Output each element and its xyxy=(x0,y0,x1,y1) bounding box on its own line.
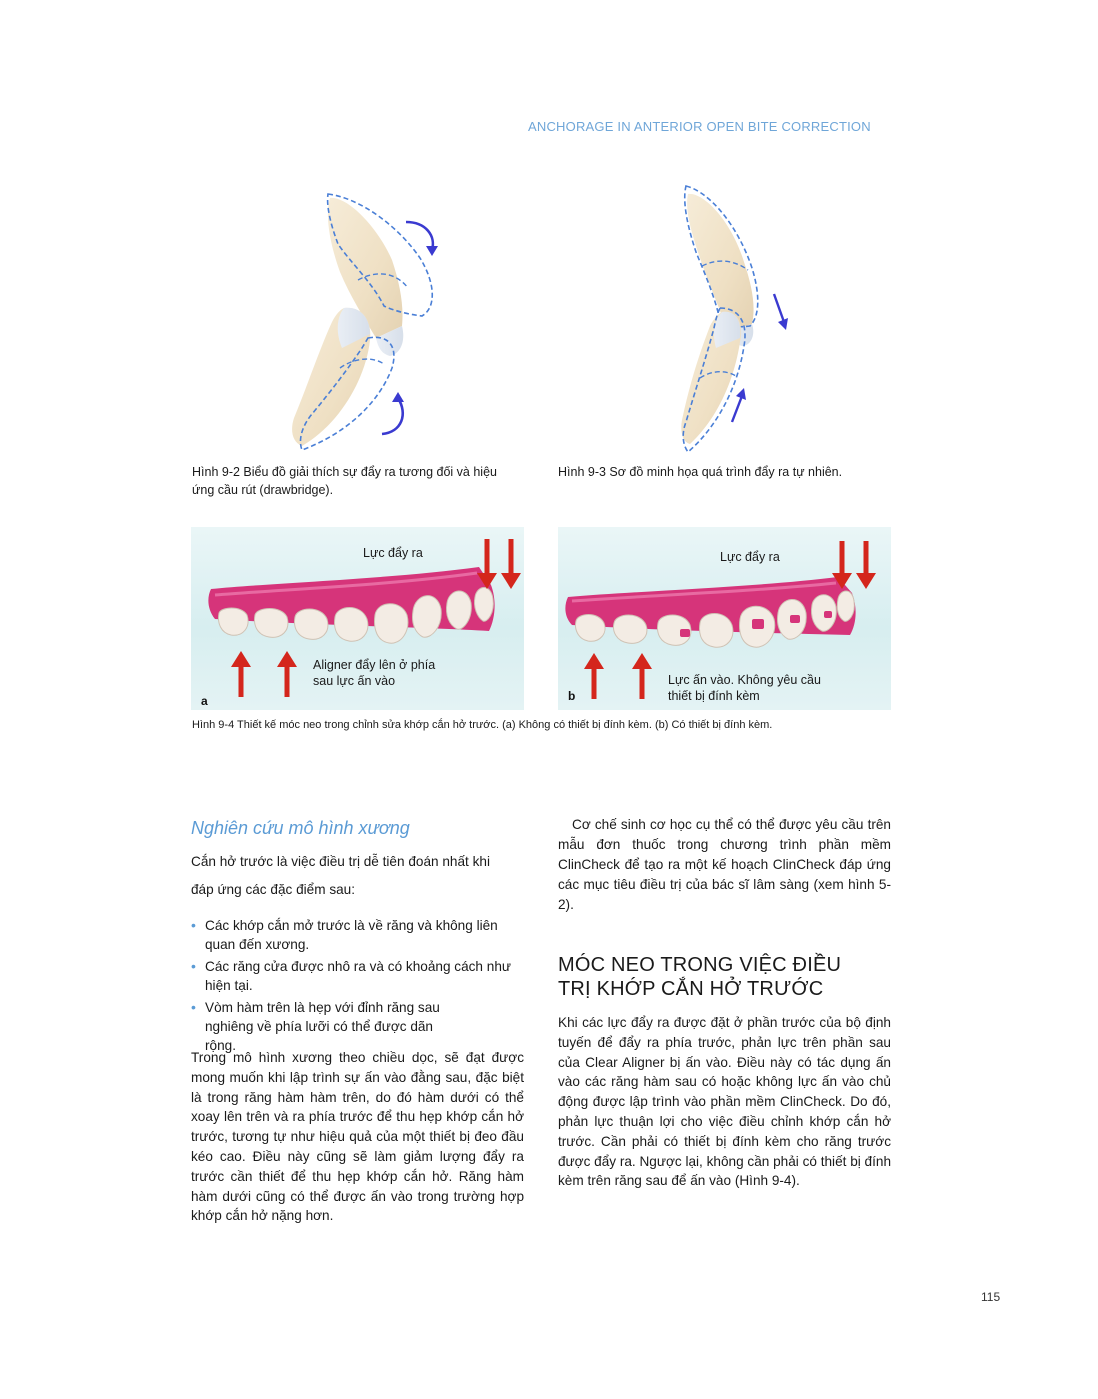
list-item: • Các răng cửa được nhô ra và có khoảng cách như hiện tại. xyxy=(191,958,511,993)
figure-9-3-caption: Hình 9-3 Sơ đồ minh họa quá trình đẩy ra tự nhiên. xyxy=(558,465,843,479)
figure-9-3-diagram xyxy=(660,182,800,456)
biomechanics-paragraph: Cơ chế sinh cơ học cụ thể có thể được yêu cầu trên mẫu đơn thuốc trong chương trình phần mềm ClinCheck để tạo ra một kế hoạch ClinCheck đáp ứng các mục tiêu điều trị của bác sĩ lâm sàng (xem hình 5-2). xyxy=(558,817,891,912)
clockwise-rotation-arrow-icon xyxy=(406,222,438,256)
up-arrow-icon xyxy=(732,388,746,422)
extrusion-arrow-icon xyxy=(501,539,521,589)
figure-9-2-caption: Hình 9-2 Biểu đồ giải thích sự đẩy ra tương đối và hiệu ứng cầu rút (drawbridge). xyxy=(192,465,497,497)
figure-9-4-panel-b xyxy=(558,527,891,710)
intrusion-arrow-icon xyxy=(584,653,604,699)
figure-9-2-diagram xyxy=(280,188,460,456)
counterclockwise-rotation-arrow-icon xyxy=(382,392,404,434)
page-number: 115 xyxy=(981,1290,1001,1304)
criteria-list xyxy=(191,916,531,1058)
list-item: • Vòm hàm trên là hẹp với đỉnh răng sau nghiêng về phía lưỡi có thể được dãn rộng. xyxy=(191,999,440,1053)
intrusion-arrow-icon xyxy=(277,651,297,697)
panel-letter: b xyxy=(568,689,576,703)
down-arrow-icon xyxy=(774,294,788,330)
extrusion-arrow-icon xyxy=(856,541,876,589)
anchorage-paragraph: Khi các lực đẩy ra được đặt ở phần trước của bộ định tuyến để đẩy ra phía trước, phản lực trên phần sau của Clear Aligner bị ấn vào. Điều này có tác dụng ấn vào các răng hàm sau có hoặc không lực ấn vào chủ động được lập trình vào phần mềm ClinCheck. Do đó, phản lực thuận lợi cho việc điều chỉnh khớp cắn hở trước. Cần phải có thiết bị đính kèm cho răng trước được đẩy ra. Ngược lại, không cần phải có thiết bị đính kèm trên răng sau để ấn vào (Hình 9-4). xyxy=(558,1015,892,1189)
panel-letter: a xyxy=(201,694,208,708)
running-head: ANCHORAGE IN ANTERIOR OPEN BITE CORRECTION xyxy=(528,119,871,134)
extrusion-force-label: Lực đẩy ra xyxy=(720,550,780,564)
figure-9-4-caption: Hình 9-4 Thiết kế móc neo trong chỉnh sửa khớp cắn hở trước. (a) Không có thiết bị đính kèm. (b) Có thiết bị đính kèm. xyxy=(192,719,773,731)
extrusion-force-label: Lực đẩy ra xyxy=(363,546,423,560)
intro-paragraph: Cắn hở trước là việc điều trị dễ tiên đoán nhất khi đáp ứng các đặc điểm sau: xyxy=(191,854,490,897)
figure-9-4-panel-a xyxy=(191,527,524,710)
list-item: • Các khớp cắn mở trước là về răng và không liên quan đến xương. xyxy=(191,917,498,952)
intrusion-label: Lực ấn vào. Không yêu cầu thiết bị đính kèm xyxy=(668,673,821,703)
skeletal-pattern-paragraph: Trong mô hình xương theo chiều dọc, sẽ đạt được mong muốn khi lập trình sự ấn vào đằng sau, đặc biệt là trong răng hàm hàm trên, do đó hàm dưới có thể xoay lên trên và ra phía trước để thu hẹp khớp cắn hở trước, tương tự như hiệu quả của một thiết bị đeo đầu kéo cao. Điều này cũng sẽ làm giảm lượng đẩy ra trước cần thiết để thu hẹp khớp cắn hở. Răng hàm hàm dưới cũng có thể được ấn vào trong trường hợp khớp cắn hở nặng hơn. xyxy=(191,1050,524,1224)
intrusion-arrow-icon xyxy=(231,651,251,697)
aligner-label: Aligner đẩy lên ở phía sau lực ấn vào xyxy=(313,658,436,688)
lower-incisor-shape xyxy=(292,308,370,446)
anchorage-heading: MÓC NEO TRONG VIỆC ĐIỀU TRỊ KHỚP CẮN HỞ TRƯỚC xyxy=(558,954,842,1000)
section-heading: Nghiên cứu mô hình xương xyxy=(191,818,410,838)
lower-incisor-shape xyxy=(681,312,741,444)
intrusion-arrow-icon xyxy=(632,653,652,699)
